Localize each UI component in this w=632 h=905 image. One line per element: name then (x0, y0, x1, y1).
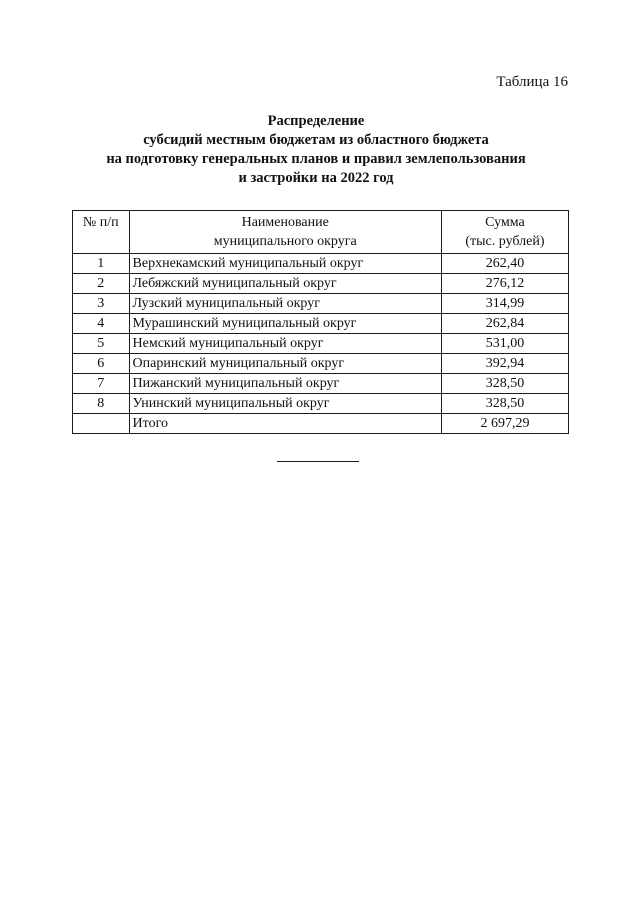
row-sum: 276,12 (441, 274, 568, 294)
row-sum: 328,50 (441, 374, 568, 394)
row-num: 4 (73, 314, 130, 334)
table-row (73, 274, 569, 294)
row-name: Лебяжский муниципальный округ (129, 274, 441, 294)
row-num: 1 (73, 254, 130, 274)
row-name: Немский муниципальный округ (129, 334, 441, 354)
table-number: Таблица 16 (496, 74, 568, 90)
title-line: Распределение (267, 113, 365, 129)
row-name: Унинский муниципальный округ (129, 394, 441, 414)
header-num: № п/п (73, 211, 130, 254)
table-row (73, 334, 569, 354)
subsidy-table (72, 210, 569, 434)
row-num: 6 (73, 354, 130, 374)
row-name: Верхнекамский муниципальный округ (129, 254, 441, 274)
row-name: Мурашинский муниципальный округ (129, 314, 441, 334)
total-label: Итого (129, 414, 441, 434)
title-line: и застройки на 2022 год (238, 170, 394, 186)
row-sum: 531,00 (441, 334, 568, 354)
document-title (0, 112, 632, 188)
table-row (73, 314, 569, 334)
table-row (73, 354, 569, 374)
row-num: 7 (73, 374, 130, 394)
table-row (73, 394, 569, 414)
row-sum: 262,84 (441, 314, 568, 334)
table-row (73, 374, 569, 394)
header-name (129, 211, 441, 254)
row-num: 8 (73, 394, 130, 414)
row-num: 2 (73, 274, 130, 294)
row-num: 5 (73, 334, 130, 354)
row-name: Лузский муниципальный округ (129, 294, 441, 314)
row-sum: 262,40 (441, 254, 568, 274)
header-name-line: муниципального округа (213, 234, 357, 249)
header-name-line: Наименование (241, 215, 329, 230)
title-line: на подготовку генеральных планов и правил землепользования (106, 151, 526, 167)
header-sum-line: (тыс. рублей) (465, 234, 545, 249)
row-name: Опаринский муниципальный округ (129, 354, 441, 374)
row-sum: 328,50 (441, 394, 568, 414)
total-num-empty (73, 414, 130, 434)
header-sum-line: Сумма (485, 215, 525, 230)
end-divider (277, 461, 359, 462)
row-sum: 392,94 (441, 354, 568, 374)
row-name: Пижанский муниципальный округ (129, 374, 441, 394)
total-sum: 2 697,29 (441, 414, 568, 434)
table-row (73, 254, 569, 274)
row-sum: 314,99 (441, 294, 568, 314)
table-row (73, 294, 569, 314)
title-line: субсидий местным бюджетам из областного бюджета (143, 132, 489, 148)
total-row (73, 414, 569, 434)
row-num: 3 (73, 294, 130, 314)
table-header-row (73, 211, 569, 254)
header-sum (441, 211, 568, 254)
